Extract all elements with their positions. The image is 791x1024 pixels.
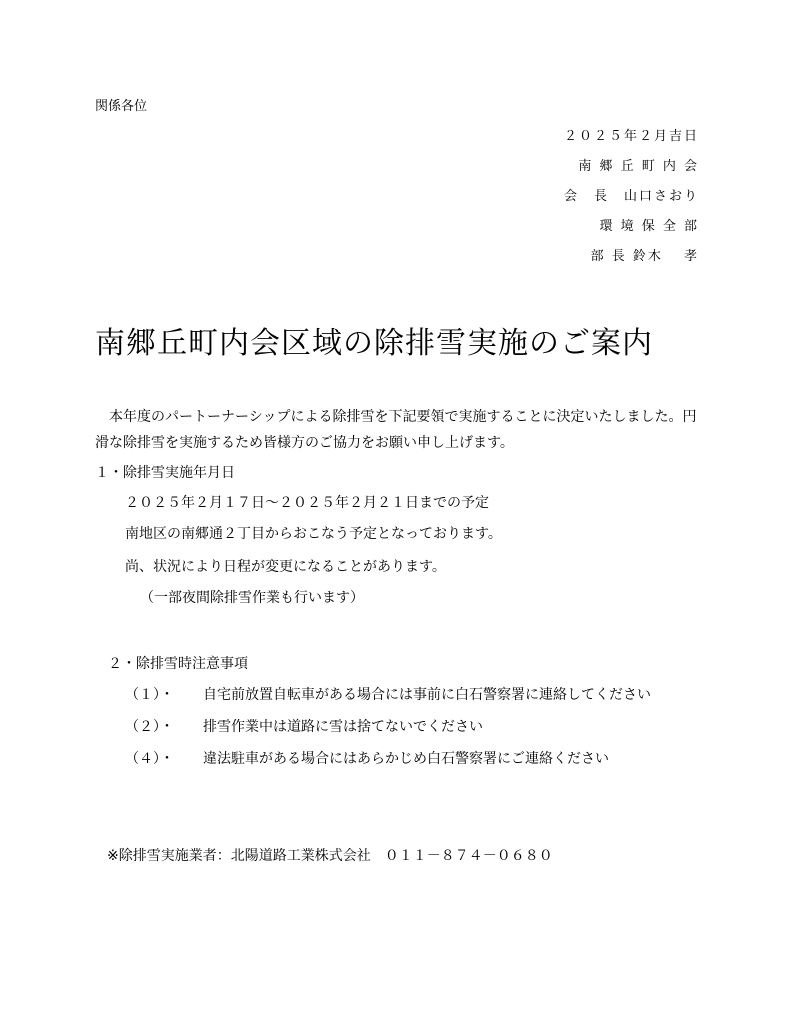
night-work-note: （一部夜間除排雪作業も行います） xyxy=(140,590,364,606)
page-title: 南郷丘町内会区域の除排雪実施のご案内 xyxy=(95,326,653,361)
department-head-name: 部 長 鈴木 孝 xyxy=(590,249,699,264)
notice-item-number: （１）・ xyxy=(125,687,174,703)
section2-heading: ２・除排雪時注意事項 xyxy=(108,656,248,672)
notice-item-number: （２）・ xyxy=(125,719,174,735)
notice-item-text: 違法駐車がある場合にはあらかじめ白石警察署にご連絡ください xyxy=(203,751,609,767)
chairman-name: 会 長 山口さおり xyxy=(563,189,699,204)
section1-heading: １・除排雪実施年月日 xyxy=(95,465,235,481)
schedule-change-note: 尚、状況により日程が変更になることがあります。 xyxy=(125,559,446,575)
notice-item-text: 排雪作業中は道路に雪は捨てないでください xyxy=(203,719,483,735)
addressee: 関係各位 xyxy=(95,99,148,114)
intro-paragraph: 本年度のパートーナーシップによる除排雪を下記要領で実施することに決定いたしました。円滑な除排雪を実施するため皆様方のご協力をお願い申し上げます。 xyxy=(95,409,697,451)
notice-item-text: 自宅前放置自転車がある場合には事前に白石警察署に連絡してください xyxy=(203,687,651,703)
department-name: 環 境 保 全 部 xyxy=(599,219,699,234)
schedule-dates: ２０２５年２月１７日～２０２５年２月２１日までの予定 xyxy=(125,495,489,511)
organization-name: 南 郷 丘 町 内 会 xyxy=(578,159,699,174)
date: ２０２５年２月吉日 xyxy=(563,129,699,144)
notice-item-number: （４）・ xyxy=(125,751,174,767)
location-text: 南地区の南郷通２丁目からおこなう予定となっております。 xyxy=(125,526,502,542)
contractor-info: ※除排雪実施業者：北陽道路工業株式会社 ０１１－８７４－０６８０ xyxy=(107,848,553,864)
